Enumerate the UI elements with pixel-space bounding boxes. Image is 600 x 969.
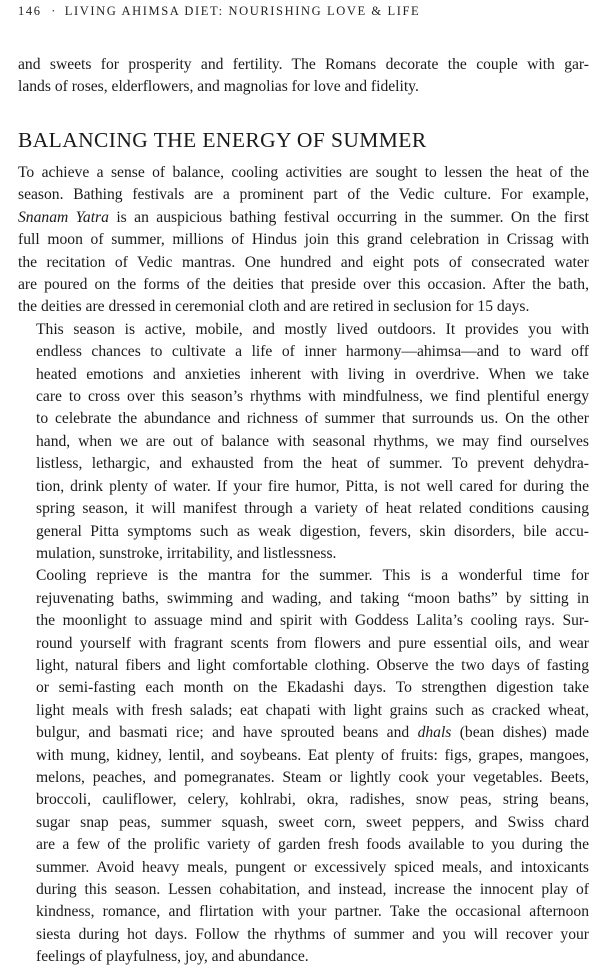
text-segment: mulation, sunstroke, irritability, and listlessness.: [36, 544, 337, 562]
text-line: [18, 498, 589, 520]
text-segment: or semi-fasting each month on the Ekadashi days. To strengthen digestion take: [36, 679, 589, 697]
text-segment: is an auspicious bathing festival occurring in the summer. On the first: [108, 208, 589, 226]
text-segment: full moon of summer, millions of Hindus join this grand celebration in Crissag with: [18, 231, 589, 249]
text-line: lands of roses, elderflowers, and magnolias for love and fidelity.: [18, 78, 419, 96]
text-line: [18, 565, 589, 587]
text-line: [18, 229, 589, 251]
text-segment: round yourself with fragrant scents from flowers and pure essential oils, and wear: [36, 634, 589, 652]
text-line: [18, 610, 589, 632]
text-line: [18, 274, 589, 296]
text-segment: light meals with fresh salads; eat chapati with light grains such as cracked wheat,: [36, 701, 589, 719]
text-line: [18, 252, 589, 274]
text-line: [18, 633, 589, 655]
text-line: [18, 319, 589, 341]
text-line: [18, 789, 589, 811]
text-segment: This season is active, mobile, and mostly lived outdoors. It provides you with: [36, 320, 589, 338]
text-line: [18, 677, 589, 699]
text-segment: (bean dishes) made: [451, 724, 589, 742]
text-segment: care to cross over this season’s rhythms with mindfulness, we find plentiful energy: [36, 388, 589, 406]
text-segment: season. Bathing festivals are a prominent part of the Vedic culture. For example,: [18, 186, 589, 204]
text-segment: rejuvenating baths, swimming and wading, and taking “moon baths” by sitting in: [36, 589, 589, 607]
italic-term: dhals: [417, 724, 452, 742]
body-paragraph: [18, 319, 589, 565]
text-line: [18, 879, 589, 901]
text-segment: tion, drink plenty of water. If your fire humor, Pitta, is not well cared for during the: [36, 477, 589, 495]
text-line: [18, 364, 589, 386]
text-line: [18, 857, 589, 879]
text-line: [18, 946, 589, 968]
text-line: [18, 924, 589, 946]
text-line: [18, 453, 589, 475]
text-segment: broccoli, cauliflower, celery, kohlrabi, okra, radishes, snow peas, string beans,: [36, 791, 589, 809]
text-line: [18, 767, 589, 789]
text-line: [18, 588, 589, 610]
text-line: [18, 408, 589, 430]
text-segment: hand, when we are out of balance with seasonal rhythms, we may find ourselves: [36, 432, 589, 450]
text-segment: the deities are dressed in ceremonial cloth and are retired in seclusion for 15 days.: [18, 298, 530, 316]
text-segment: endless chances to cultivate a life of inner harmony—ahimsa—and to ward off: [36, 343, 589, 361]
continued-paragraph: [18, 54, 589, 99]
text-line: [18, 655, 589, 677]
text-segment: are poured on the forms of the deities that preside over this occasion. After the bath,: [18, 276, 589, 294]
text-line: [18, 162, 589, 184]
text-line: [18, 184, 589, 206]
text-segment: to celebrate the abundance and richness of summer that surrounds us. On the other: [36, 410, 589, 428]
text-segment: kindness, romance, and flirtation with your partner. Take the occasional afternoon: [36, 903, 589, 921]
running-title: LIVING AHIMSA DIET: NOURISHING LOVE & LIFE: [64, 4, 421, 18]
header-separator: ·: [51, 4, 58, 18]
text-segment: summer. Avoid heavy meals, pungent or excessively spiced meals, and intoxicants: [36, 858, 589, 876]
text-line: [18, 476, 589, 498]
text-segment: are a few of the prolific variety of garden fresh foods available to you during the: [36, 836, 589, 854]
text-line: [18, 901, 589, 923]
text-segment: Cooling reprieve is the mantra for the summer. This is a wonderful time for: [36, 567, 589, 585]
italic-term: Snanam Yatra: [18, 208, 109, 226]
text-segment: heated emotions and anxieties inherent with living in overdrive. When we take: [36, 365, 589, 383]
text-line: [18, 834, 589, 856]
text-segment: light, natural fibers and light comfortable clothing. Observe the two days of fasting: [36, 656, 589, 674]
text-segment: during this season. Lessen cohabitation, and instead, increase the innocent play of: [36, 881, 589, 898]
text-segment: general Pitta symptoms such as weak digestion, fevers, skin disorders, bile accu-: [36, 522, 589, 540]
text-line: [18, 341, 589, 363]
text-line: [18, 812, 589, 834]
running-header: [18, 4, 589, 19]
text-line: [18, 207, 589, 229]
text-line: [18, 722, 589, 744]
text-line: [18, 296, 589, 318]
text-segment: melons, peaches, and pomegranates. Steam or lightly cook your vegetables. Beets,: [36, 768, 589, 786]
text-segment: siesta during hot days. Follow the rhythms of summer and you will recover your: [36, 925, 589, 943]
text-line: [18, 386, 589, 408]
text-segment: To achieve a sense of balance, cooling activities are sought to lessen the heat of the: [18, 164, 589, 181]
text-line: [18, 543, 589, 565]
text-segment: feelings of playfulness, joy, and abundance.: [36, 948, 309, 966]
text-segment: the recitation of Vedic mantras. One hundred and eight pots of consecrated water: [18, 253, 589, 271]
body-paragraph: [18, 565, 589, 968]
text-segment: listless, lethargic, and exhausted from the heat of summer. To prevent dehydra-: [36, 455, 589, 473]
text-line: [18, 700, 589, 722]
text-line: [18, 521, 589, 543]
body-paragraph: [18, 162, 589, 319]
text-line: [18, 431, 589, 453]
text-line: and sweets for prosperity and fertility. The Romans decorate the couple with gar-: [18, 56, 589, 73]
section-heading: BALANCING THE ENERGY OF SUMMER: [18, 128, 427, 152]
text-line: [18, 745, 589, 767]
page-number: 146: [18, 4, 42, 18]
text-segment: spring season, it will manifest through a variety of heat related conditions causing: [36, 500, 589, 518]
text-segment: with mung, kidney, lentil, and soybeans. Eat plenty of fruits: figs, grapes, mangoes,: [36, 746, 589, 764]
text-segment: bulgur, and basmati rice; and have sprouted beans and: [36, 724, 418, 742]
text-segment: sugar snap peas, summer squash, sweet corn, sweet peppers, and Swiss chard: [36, 813, 589, 831]
section-body: [18, 162, 589, 969]
text-segment: the moonlight to assuage mind and spirit with Goddess Lalita’s cooling rays. Sur-: [36, 612, 589, 630]
